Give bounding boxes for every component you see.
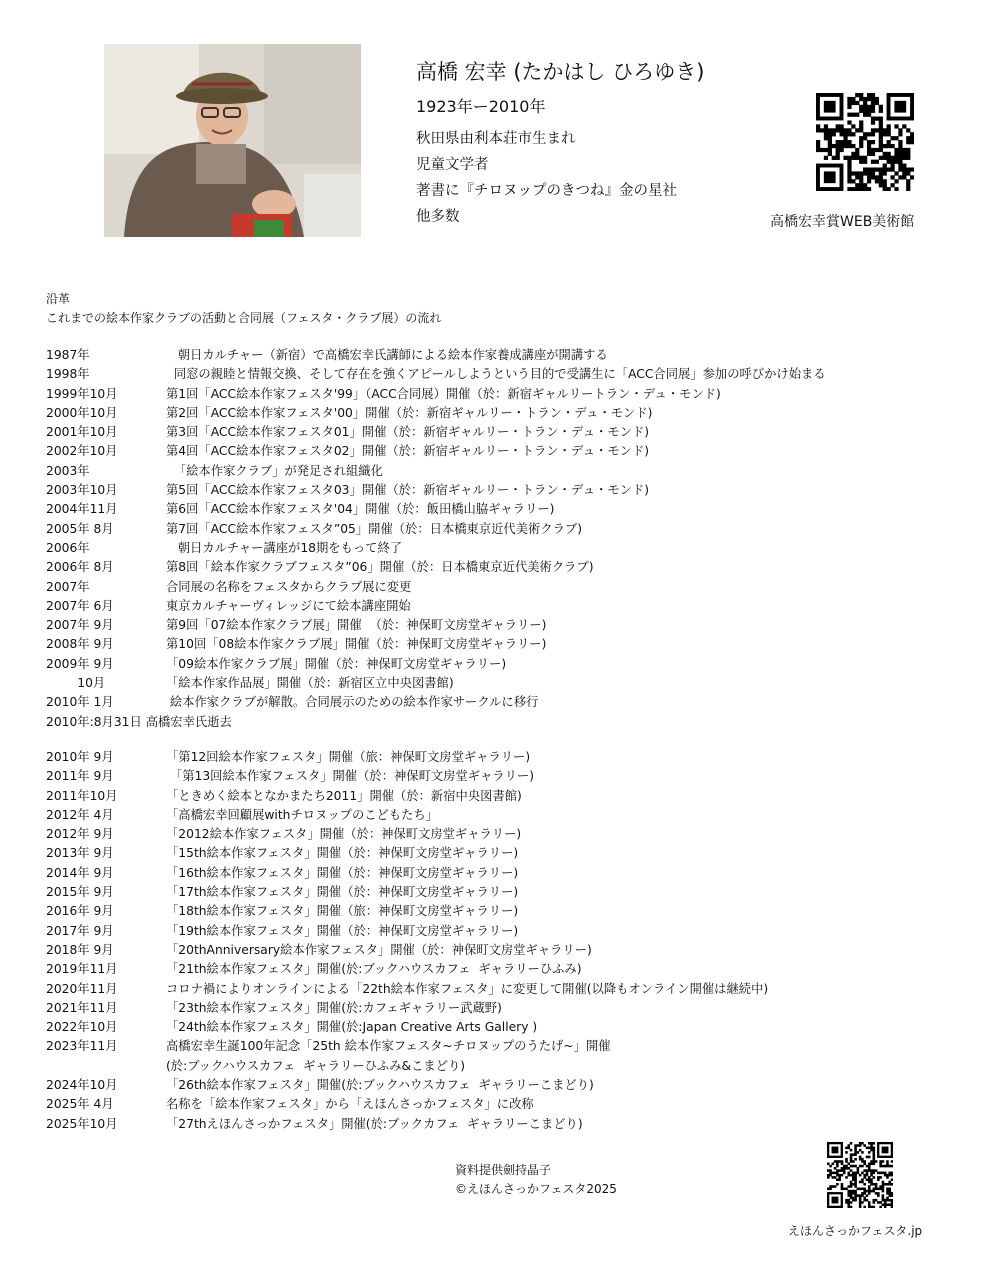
timeline-row: [46, 767, 826, 786]
timeline-text: 「09絵本作家クラブ展」開催（於：神保町文房堂ギャラリー): [166, 656, 507, 671]
timeline-date: 2007年 6月: [46, 598, 114, 613]
timeline-date: 2025年10月: [46, 1116, 118, 1131]
timeline-row: [46, 806, 826, 825]
timeline-row: [46, 539, 826, 558]
timeline-date: 2001年10月: [46, 425, 118, 440]
timeline-row: [46, 864, 826, 883]
timeline-date: 1999年10月: [46, 386, 118, 401]
timeline-text: 「15th絵本作家フェスタ」開催（於：神保町文房堂ギャラリー): [166, 846, 519, 861]
timeline-text: 「絵本作家作品展」開催（於：新宿区立中央図書館): [166, 676, 454, 691]
timeline-date: 2013年 9月: [46, 846, 114, 861]
timeline-row: [46, 442, 826, 461]
timeline-row: [46, 1095, 826, 1114]
timeline-date: 2022年10月: [46, 1020, 118, 1035]
timeline-row: [46, 635, 826, 654]
timeline-row: [46, 693, 826, 712]
timeline-text: 朝日カルチャー（新宿）で高橋宏幸氏講師による絵本作家養成講座が開講する: [166, 348, 608, 362]
timeline-row: [46, 1057, 826, 1076]
timeline-text: (於:ブックハウスカフェ ギャラリーひふみ&こまどり): [166, 1058, 466, 1073]
timeline-date: 2008年 9月: [46, 637, 114, 652]
timeline-text: 「第12回絵本作家フェスタ」開催（旅：神保町文房堂ギャラリー): [166, 749, 531, 764]
timeline-date: 2024年10月: [46, 1077, 118, 1092]
timeline-text: 第4回「ACC絵本作家フェスタ02」開催（於：新宿ギャルリー・トラン・デュ・モンド): [166, 444, 650, 459]
timeline-date: 2025年 4月: [46, 1097, 114, 1112]
timeline-row: [46, 825, 826, 844]
qr-code-festa-site[interactable]: [827, 1142, 893, 1208]
timeline-date: 2004年11月: [46, 502, 118, 517]
timeline-row: [46, 674, 826, 693]
timeline-text: 高橋宏幸生誕100年記念「25th 絵本作家フェスタ~チロヌップのうたげ~」開催: [166, 1039, 611, 1054]
author-bio: [416, 126, 677, 230]
timeline-date: 2014年 9月: [46, 865, 114, 880]
timeline-row: [46, 787, 826, 806]
timeline-text: 東京カルチャーヴィレッジにて絵本講座開始: [166, 598, 411, 613]
timeline-text: 第2回「ACC絵本作家フェスタ'00」開催（於：新宿ギャルリー・トラン・デュ・モンド): [166, 405, 653, 420]
timeline-row: [46, 1076, 826, 1095]
timeline-text: 第7回「ACC絵本作家フェスタ”05」開催（於：日本橋東京近代美術クラブ): [166, 521, 583, 536]
bio-line: 児童文学者: [416, 157, 489, 173]
timeline-date: 2012年 9月: [46, 827, 114, 842]
timeline-text: 「26th絵本作家フェスタ」開催(於:ブックハウスカフェ ギャラリーこまどり): [166, 1077, 594, 1092]
timeline-text: 朝日カルチャー講座が18期をもって終了: [166, 540, 403, 555]
timeline-date: 2020年11月: [46, 981, 118, 996]
timeline-date: 2015年 9月: [46, 885, 114, 900]
timeline-row: [46, 980, 826, 999]
timeline-text: 「27thえほんさっかフェスタ」開催(於:ブックカフェ ギャラリーこまどり): [166, 1116, 583, 1131]
author-name: 高橋 宏幸 (たかはし ひろゆき): [416, 60, 705, 84]
timeline-date: 2012年 4月: [46, 807, 114, 822]
footer: [455, 1161, 617, 1199]
timeline-row: [46, 713, 826, 732]
timeline-row: [46, 941, 826, 960]
timeline-date: 2002年10月: [46, 444, 118, 459]
timeline-text: 第9回「07絵本作家クラブ展」開催 （於：神保町文房堂ギャラリー): [166, 618, 547, 633]
timeline-row: [46, 404, 826, 423]
timeline-text: 「17th絵本作家フェスタ」開催（於：神保町文房堂ギャラリー): [166, 885, 519, 900]
timeline-text: 「2012絵本作家フェスタ」開催（於：神保町文房堂ギャラリー): [166, 827, 522, 842]
timeline-date: 2023年11月: [46, 1039, 118, 1054]
timeline-date: 2010年 9月: [46, 749, 114, 764]
timeline-row: [46, 748, 826, 767]
timeline-text: 「第13回絵本作家フェスタ」開催（於：神保町文房堂ギャラリー): [166, 769, 535, 784]
timeline-date: 2010年 1月: [46, 695, 114, 710]
qr-caption-festa-site: えほんさっかフェスタ.jp: [788, 1224, 923, 1238]
timeline-text: 第10回「08絵本作家クラブ展」開催（於：神保町文房堂ギャラリー): [166, 637, 547, 652]
timeline-date: 2018年 9月: [46, 942, 114, 957]
timeline-row: [46, 1037, 826, 1056]
timeline-date: 2011年 9月: [46, 769, 114, 784]
timeline-row: [46, 462, 826, 481]
bio-line: 他多数: [416, 209, 460, 225]
timeline-row: [46, 578, 826, 597]
history-header: [46, 290, 441, 328]
timeline-date: 2005年 8月: [46, 521, 114, 536]
timeline-row: [46, 616, 826, 635]
timeline-row: [46, 883, 826, 902]
timeline-gap: [46, 732, 826, 748]
timeline-text: 「21th絵本作家フェスタ」開催(於:ブックハウスカフェ ギャラリーひふみ): [166, 962, 582, 977]
timeline-row: [46, 500, 826, 519]
bio-line: 著書に『チロヌップのきつね』金の星社: [416, 183, 677, 199]
timeline-text: 「24th絵本作家フェスタ」開催(於:Japan Creative Arts Gallery ): [166, 1020, 538, 1035]
timeline-date: [46, 1057, 166, 1076]
timeline-date: 2000年10月: [46, 405, 118, 420]
timeline-text: 第5回「ACC絵本作家フェスタ03」開催（於：新宿ギャルリー・トラン・デュ・モンド): [166, 483, 650, 498]
timeline-text: 合同展の名称をフェスタからクラブ展に変更: [166, 579, 412, 594]
author-years: 1923年ー2010年: [416, 97, 546, 116]
timeline-date: 2011年10月: [46, 788, 118, 803]
footer-copyright: ©えほんさっかフェスタ2025: [455, 1182, 617, 1196]
timeline-date: 2007年 9月: [46, 618, 114, 633]
timeline-text: 第3回「ACC絵本作家フェスタ01」開催（於：新宿ギャルリー・トラン・デュ・モンド): [166, 425, 650, 440]
timeline-date: 2017年 9月: [46, 923, 114, 938]
timeline-row: [46, 558, 826, 577]
timeline-text: 絵本作家クラブが解散。合同展示のための絵本作家サークルに移行: [166, 695, 539, 710]
timeline-date: 2021年11月: [46, 1000, 118, 1015]
timeline-date: 10月: [46, 676, 106, 691]
timeline-text: 「20thAnniversary絵本作家フェスタ」開催（於：神保町文房堂ギャラリー): [166, 942, 592, 957]
timeline-row: [46, 385, 826, 404]
history-timeline: [46, 346, 826, 1134]
timeline-text: 第6回「ACC絵本作家フェスタ'04」開催（於：飯田橋山脇ギャラリー): [166, 502, 555, 517]
timeline-row: [46, 960, 826, 979]
timeline-text: 「絵本作家クラブ」が発足され組織化: [166, 463, 383, 478]
timeline-date: 2010年:8月31日 高橋宏幸氏逝去: [46, 714, 232, 729]
history-subtitle: これまでの絵本作家クラブの活動と合同展（フェスタ・クラブ展）の流れ: [46, 311, 442, 325]
qr-caption-web-museum: 高橋宏幸賞WEB美術館: [770, 214, 915, 230]
timeline-text: 「高橋宏幸回顧展withチロヌップのこどもたち」: [166, 807, 439, 822]
timeline-row: [46, 481, 826, 500]
timeline-row: [46, 597, 826, 616]
timeline-date: 1987年: [46, 348, 90, 362]
qr-code-web-museum[interactable]: [816, 93, 914, 191]
timeline-row: [46, 844, 826, 863]
footer-credit: 資料提供劍持晶子: [455, 1163, 552, 1177]
timeline-row: [46, 922, 826, 941]
timeline-row: [46, 999, 826, 1018]
history-heading: 沿革: [46, 292, 71, 306]
timeline-date: 2006年 8月: [46, 560, 114, 575]
timeline-row: [46, 1018, 826, 1037]
timeline-row: [46, 423, 826, 442]
timeline-text: 「23th絵本作家フェスタ」開催(於:カフェギャラリー武蔵野): [166, 1000, 502, 1015]
timeline-text: 「16th絵本作家フェスタ」開催（於：神保町文房堂ギャラリー): [166, 865, 519, 880]
timeline-date: 2006年: [46, 540, 90, 555]
timeline-row: [46, 365, 826, 384]
timeline-date: 2009年 9月: [46, 656, 114, 671]
timeline-row: [46, 655, 826, 674]
timeline-date: 2003年: [46, 463, 90, 478]
timeline-row: [46, 520, 826, 539]
timeline-date: 2019年11月: [46, 962, 118, 977]
timeline-text: 第1回「ACC絵本作家フェスタ'99」（ACC合同展）開催（於：新宿ギャルリートラン・デュ・モンド): [166, 386, 721, 401]
portrait-photo: [104, 44, 361, 237]
timeline-text: 「18th絵本作家フェスタ」開催（旅：神保町文房堂ギャラリー): [166, 904, 519, 919]
timeline-text: 「ときめく絵本となかまたち2011」開催（於：新宿中央図書館): [166, 788, 522, 803]
bio-line: 秋田県由利本荘市生まれ: [416, 131, 576, 147]
timeline-date: 2003年10月: [46, 483, 118, 498]
timeline-text: 同窓の親睦と情報交換、そして存在を強くアピールしようという目的で受講生に「ACC合同展」参加の呼びかけ始まる: [166, 367, 826, 382]
timeline-date: 2016年 9月: [46, 904, 114, 919]
timeline-row: [46, 1115, 826, 1134]
timeline-text: 名称を「絵本作家フェスタ」から「えほんさっかフェスタ」に改称: [166, 1097, 534, 1112]
timeline-row: [46, 902, 826, 921]
timeline-date: 1998年: [46, 367, 90, 382]
timeline-date: 2007年: [46, 579, 90, 594]
timeline-text: 第8回「絵本作家クラブフェスタ”06」開催（於：日本橋東京近代美術クラブ): [166, 560, 594, 575]
timeline-text: コロナ禍によりオンラインによる「22th絵本作家フェスタ」に変更して開催(以降もオンライン開催は継続中): [166, 981, 769, 996]
timeline-text: 「19th絵本作家フェスタ」開催（於：神保町文房堂ギャラリー): [166, 923, 519, 938]
timeline-row: [46, 346, 826, 365]
